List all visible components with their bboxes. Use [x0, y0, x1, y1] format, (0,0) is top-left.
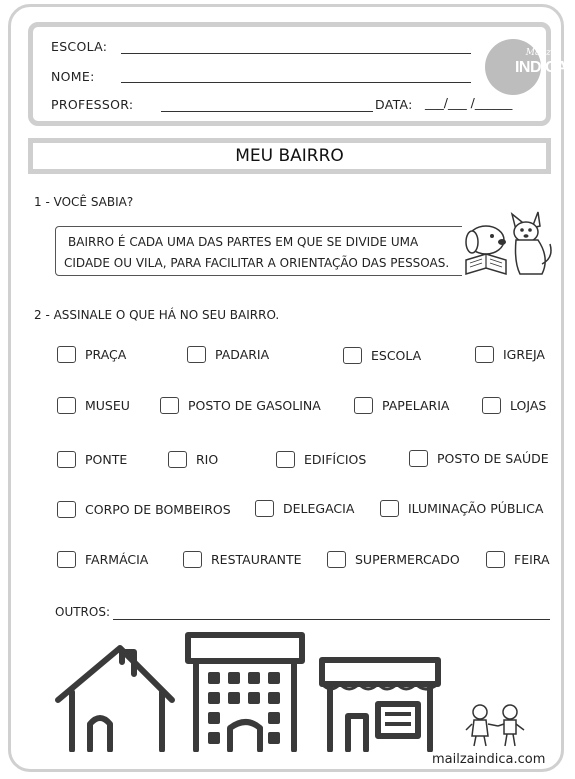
mailza-indica-logo: [485, 39, 568, 95]
name-line[interactable]: [121, 82, 471, 83]
option-praca[interactable]: PRAÇA: [57, 346, 126, 363]
school-label: ESCOLA:: [51, 39, 108, 54]
option-delegacia[interactable]: DELEGACIA: [255, 500, 354, 517]
checkbox[interactable]: [486, 551, 505, 568]
fact-line-1: BAIRRO É CADA UMA DAS PARTES EM QUE SE DIVIDE UMA: [68, 235, 419, 249]
option-padaria[interactable]: PADARIA: [187, 346, 269, 363]
checkbox[interactable]: [168, 451, 187, 468]
checkbox[interactable]: [57, 397, 76, 414]
option-ponte[interactable]: PONTE: [57, 451, 127, 468]
title-bar: [28, 138, 551, 174]
option-lojas[interactable]: LOJAS: [482, 397, 546, 414]
checkbox[interactable]: [276, 451, 295, 468]
header-box: [28, 22, 568, 126]
question-1-label: 1 - VOCÊ SABIA?: [34, 195, 134, 209]
checkbox[interactable]: [354, 397, 373, 414]
others-label: OUTROS:: [55, 605, 111, 619]
page-title: MEU BAIRRO: [235, 146, 344, 166]
checkbox[interactable]: [57, 501, 76, 518]
option-restaurante[interactable]: RESTAURANTE: [183, 551, 302, 568]
others-line[interactable]: [113, 619, 550, 620]
date-field[interactable]: ___/___ /______: [425, 95, 513, 110]
checkbox[interactable]: [57, 551, 76, 568]
checkbox[interactable]: [409, 450, 428, 467]
option-museu[interactable]: MUSEU: [57, 397, 130, 414]
kids-icon: [462, 700, 532, 750]
checkbox[interactable]: [57, 451, 76, 468]
apartment-building-icon: [188, 635, 302, 661]
teacher-line[interactable]: [161, 111, 373, 112]
option-rio[interactable]: RIO: [168, 451, 218, 468]
logo-main-text: INDICA: [514, 59, 568, 76]
option-supermercado[interactable]: SUPERMERCADO: [327, 551, 460, 568]
checkbox[interactable]: [255, 500, 274, 517]
option-farmacia[interactable]: FARMÁCIA: [57, 551, 148, 568]
house-icon: [58, 648, 172, 700]
checkbox[interactable]: [475, 346, 494, 363]
date-label: DATA:: [375, 97, 413, 112]
option-feira[interactable]: FEIRA: [486, 551, 550, 568]
fact-line-2: CIDADE OU VILA, PARA FACILITAR A ORIENTAÇÃO DAS PESSOAS.: [64, 256, 450, 270]
checkbox[interactable]: [343, 347, 362, 364]
option-iluminacao-publica[interactable]: ILUMINAÇÃO PÚBLICA: [380, 500, 543, 517]
checkbox[interactable]: [380, 500, 399, 517]
option-escola[interactable]: ESCOLA: [343, 347, 421, 364]
checkbox[interactable]: [160, 397, 179, 414]
question-2-label: 2 - ASSINALE O QUE HÁ NO SEU BAIRRO.: [34, 308, 280, 322]
name-label: NOME:: [51, 69, 95, 84]
school-line[interactable]: [121, 53, 471, 54]
website-footer: mailzaindica.com: [432, 752, 546, 767]
checkbox[interactable]: [187, 346, 206, 363]
option-corpo-de-bombeiros[interactable]: CORPO DE BOMBEIROS: [57, 501, 231, 518]
checkbox[interactable]: [327, 551, 346, 568]
dogs-reading-icon: [458, 208, 558, 280]
checkbox[interactable]: [57, 346, 76, 363]
option-edificios[interactable]: EDIFÍCIOS: [276, 451, 366, 468]
buildings-illustration: [50, 630, 450, 752]
logo-top-text: Mailza: [525, 48, 557, 58]
option-posto-de-saude[interactable]: POSTO DE SAÚDE: [409, 450, 549, 467]
option-posto-de-gasolina[interactable]: POSTO DE GASOLINA: [160, 397, 321, 414]
checkbox[interactable]: [183, 551, 202, 568]
checkbox[interactable]: [482, 397, 501, 414]
option-igreja[interactable]: IGREJA: [475, 346, 545, 363]
option-papelaria[interactable]: PAPELARIA: [354, 397, 449, 414]
teacher-label: PROFESSOR:: [51, 97, 134, 112]
store-icon: [322, 660, 438, 684]
